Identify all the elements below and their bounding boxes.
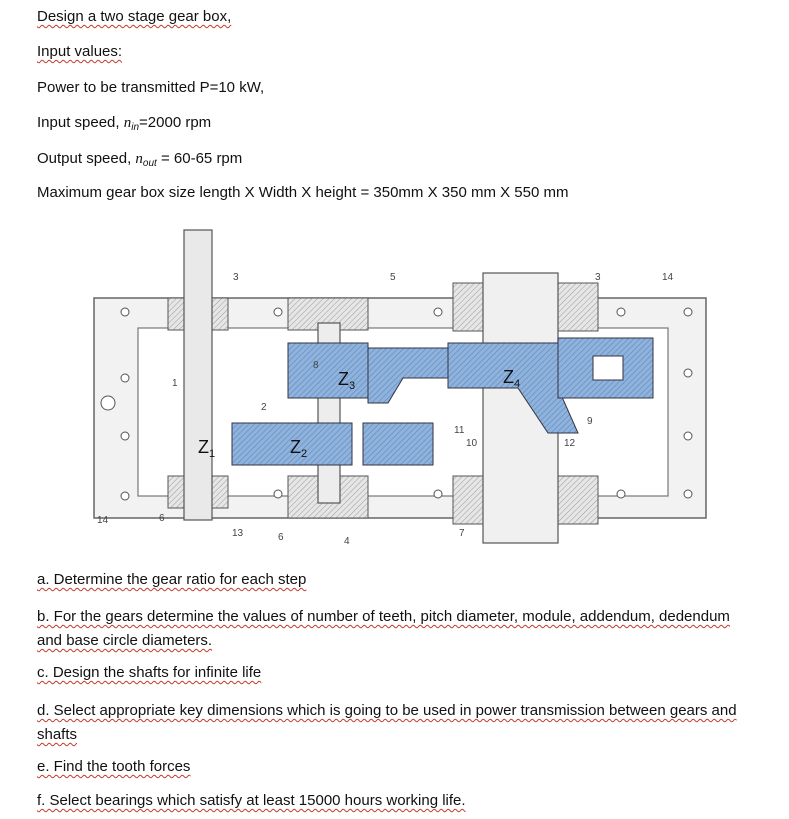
task-e: e. Find the tooth forces	[37, 758, 191, 775]
input-speed-prefix: Input speed,	[37, 114, 124, 131]
task-f: f. Select bearings which satisfy at least 15000 hours working life.	[37, 792, 466, 809]
task-a: a. Determine the gear ratio for each step	[37, 571, 307, 588]
gearbox-diagram	[88, 228, 714, 548]
input-heading: Input values:	[37, 43, 123, 60]
task-b: b. For the gears determine the values of number of teeth, pitch diameter, module, addendum, dedendum and base circle diameters.	[37, 608, 730, 649]
gear-label-z4: $Z_4$	[503, 367, 521, 390]
output-speed-value: = 60-65 rpm	[156, 150, 243, 167]
output-speed-prefix: Output speed,	[37, 150, 136, 167]
part-number: 11	[454, 425, 465, 436]
output-speed-sub: out	[142, 158, 157, 169]
part-number: 4	[344, 536, 350, 547]
gear-label-z3: $Z_3$	[338, 369, 356, 392]
gear-label-z1: $Z_1$	[198, 437, 216, 460]
title: Design a two stage gear box,	[37, 8, 232, 25]
part-number: 13	[232, 528, 244, 539]
power-line: Power to be transmitted P=10 kW,	[37, 79, 265, 96]
part-number: 1	[172, 378, 178, 389]
part-number: 12	[564, 438, 576, 449]
output-speed-symbol: n	[135, 151, 143, 167]
part-number: 3	[233, 272, 239, 283]
task-d: d. Select appropriate key dimensions which is going to be used in power transmission between gears and shafts	[37, 702, 737, 743]
part-number: 14	[97, 515, 109, 526]
input-speed-line	[37, 114, 211, 137]
gear-lower	[363, 423, 433, 465]
max-size-line: Maximum gear box size length X Width X height = 350mm X 350 mm X 550 mm	[37, 184, 569, 201]
part-number: 6	[159, 513, 165, 524]
input-speed-sub: in	[131, 122, 140, 133]
part-number: 2	[261, 402, 267, 413]
part-number: 3	[595, 272, 601, 283]
task-c: c. Design the shafts for infinite life	[37, 664, 262, 681]
part-number: 5	[390, 272, 396, 283]
part-number: 9	[587, 416, 593, 427]
output-speed-line	[37, 150, 242, 173]
part-number: 14	[662, 272, 674, 283]
input-speed-symbol: n	[123, 115, 132, 131]
part-number: 6	[278, 532, 284, 543]
gear-z3	[288, 343, 368, 398]
part-number: 10	[466, 438, 478, 449]
input-shaft	[184, 230, 212, 520]
part-number: 7	[459, 528, 465, 539]
input-speed-value: =2000 rpm	[139, 114, 212, 131]
gear-label-z2: $Z_2$	[290, 437, 308, 460]
part-number: 8	[313, 360, 319, 371]
